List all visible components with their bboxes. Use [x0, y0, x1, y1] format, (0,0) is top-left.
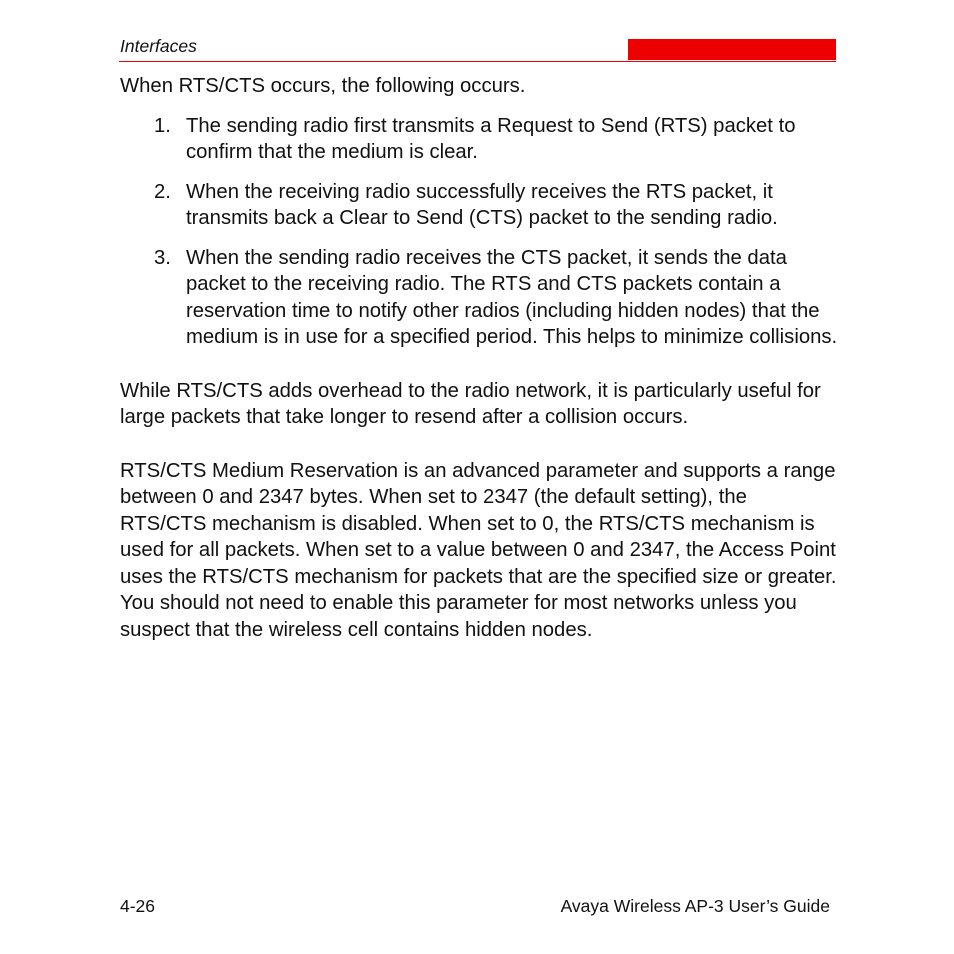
page-number: 4-26	[120, 896, 156, 916]
medium-reservation-paragraph: RTS/CTS Medium Reservation is an advanced parameter and supports a range between 0 and 2347 bytes. When set to 2347 (the default setting), the RTS/CTS mechanism is disabled. When set to 0, the RTS/CTS mechanism is used for all packets. When set to a value between 0 and 2347, the Access Point uses the RTS/CTS mechanism for packets that are the specified size or greater. You should not need to enable this parameter for most networks unless you suspect that the wireless cell contains hidden nodes.	[120, 459, 837, 641]
overhead-paragraph: While RTS/CTS adds overhead to the radio network, it is particularly useful for large packets that take longer to resend after a collision occurs.	[120, 379, 821, 428]
header-divider	[119, 61, 836, 62]
list-item	[120, 245, 838, 351]
list-item	[120, 113, 838, 166]
step-text: When the receiving radio successfully receives the RTS packet, it transmits back a Clear to Send (CTS) packet to the sending radio.	[186, 180, 778, 229]
intro-text: When RTS/CTS occurs, the following occurs.	[120, 75, 526, 97]
step-text: The sending radio first transmits a Request to Send (RTS) packet to confirm that the medium is clear.	[186, 114, 796, 163]
section-title: Interfaces	[120, 36, 197, 56]
step-number: 2.	[154, 180, 171, 203]
book-title: Avaya Wireless AP-3 User’s Guide	[560, 896, 830, 916]
step-text: When the sending radio receives the CTS packet, it sends the data packet to the receiving radio. The RTS and CTS packets contain a reservation time to notify other radios (including hidden nodes) that the medium is in use for a specified period. This helps to minimize collisions.	[186, 246, 838, 348]
page-body	[120, 73, 838, 643]
header-accent-bar	[628, 39, 836, 60]
step-number: 1.	[154, 114, 171, 137]
step-number: 3.	[154, 246, 171, 269]
list-item	[120, 179, 838, 232]
steps-list	[120, 113, 838, 351]
